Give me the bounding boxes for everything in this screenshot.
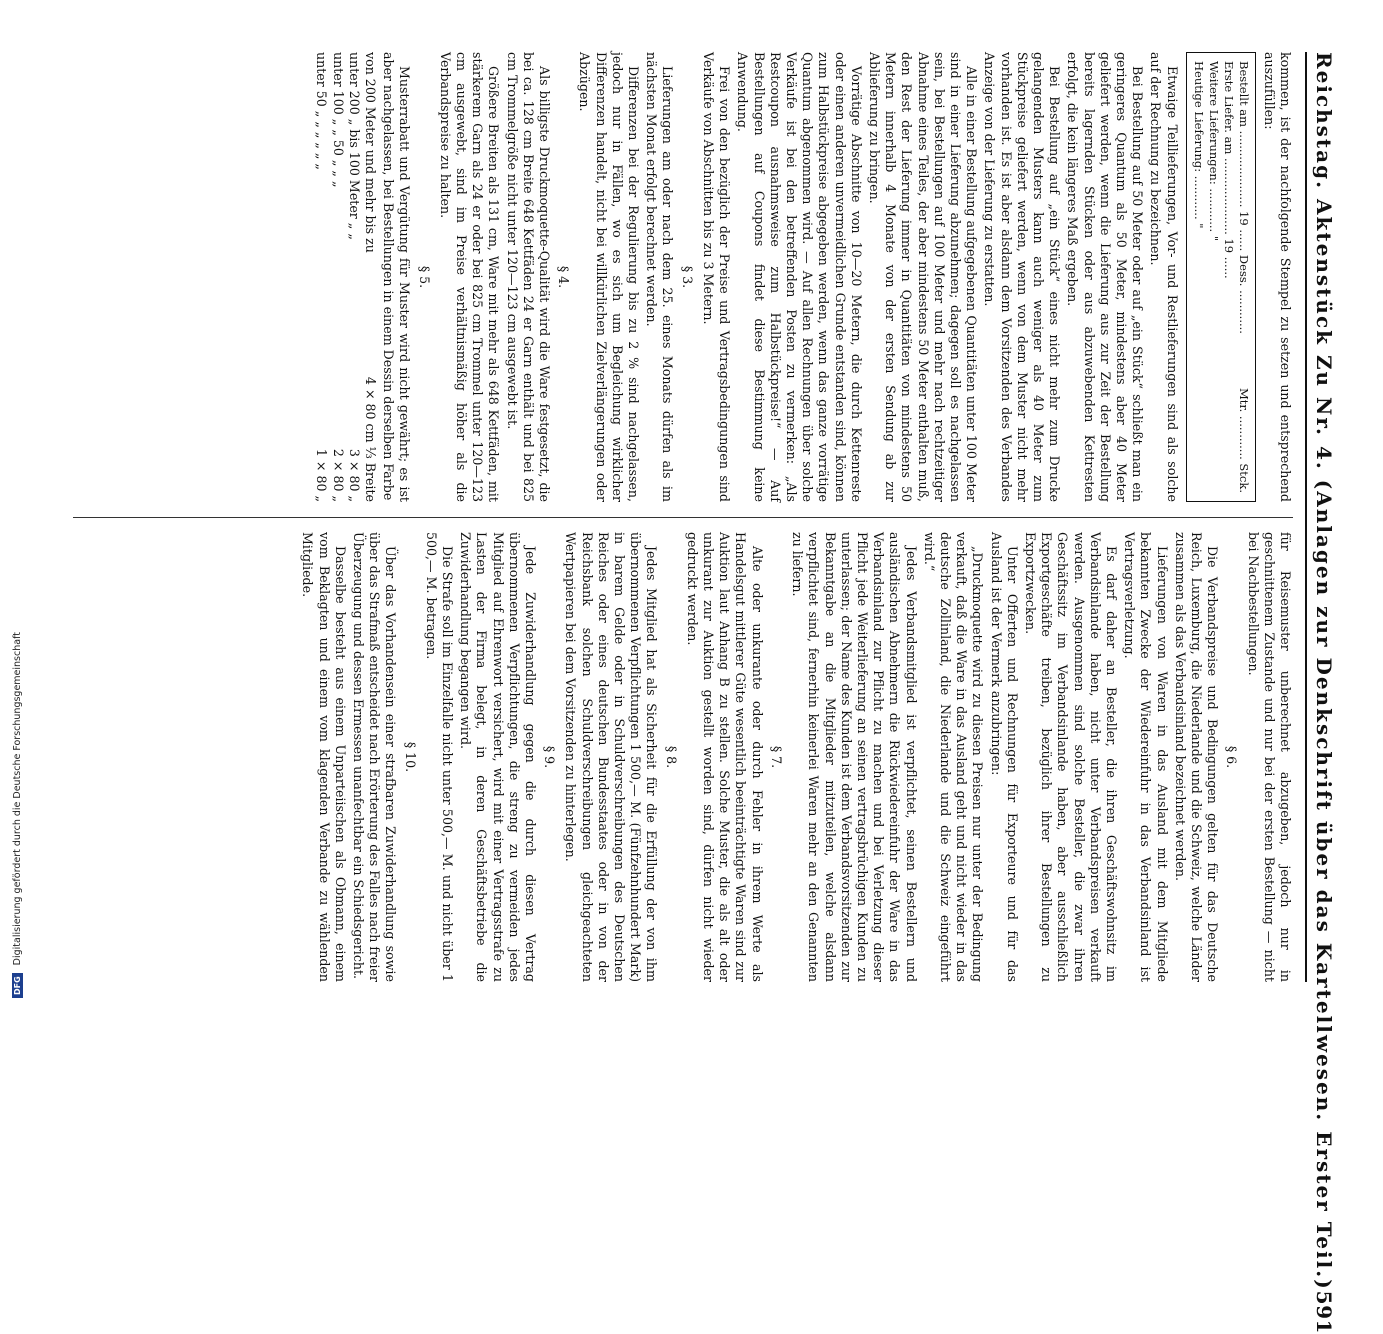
- paragraph: Alle in einer Bestellung aufgegebenen Quantitäten unter 100 Meter sind in einer Lieferung abzunehmen; dagegen soll es nachgelassen sein, bei Bestellungen auf 100 Meter und mehr nach rechtzeitiger Abnahme eines Teiles, der aber mindestens 50 Meter enthalten muß, den Rest der Lieferung immer in Quantitäten von mindestens 50 Metern innerhalb 4 Monate von der ersten Sendung ab zur Ablieferung zu bringen.: [866, 52, 980, 502]
- list-item-range: unter 100 „ „ 50 „ „ „: [330, 52, 346, 188]
- footer-text: Digitalisierung gefördert durch die Deutsche Forschungsgemeinschaft: [11, 632, 23, 966]
- stamp-box: [1186, 52, 1256, 502]
- list-item-range: von 200 Meter und mehr bis zu: [363, 52, 379, 253]
- section-heading: § 4.: [556, 265, 572, 289]
- list-item: [362, 52, 378, 502]
- list-item-range: unter 50 „ „ „ „ „ „: [314, 52, 330, 170]
- stamp-field: Bestellt am ..................... 19 ...... Dess. ............: [1236, 61, 1251, 334]
- paragraph: Differenzen bei der Regulierung bis zu 2 % sind nachgelassen, jedoch nur in Fällen, wo es sich um Begleichung wirklicher Differenzen handelt, nicht bei willkürlichen Zielverlängerungen oder Abzügen.: [577, 52, 642, 502]
- section-heading: § 5.: [416, 265, 432, 289]
- paragraph: Lieferungen von Waren in das Ausland mit dem Mitgliede bekannten Zwecke der Wiedereinfuhr in das Verbandsinland ist Vertragsverletzung.: [1122, 532, 1170, 982]
- list-item-size: 2 × 80 „: [330, 448, 346, 502]
- paragraph: Bei Bestellung auf 50 Meter oder auf „ein Stück“ schließt man ein geringeres Quantum als 50 Meter, mindestens aber 40 Meter geliefert werden, wenn die Lieferung aus zur Zeit der Bestellung bereits lagernden Stücken oder aus abzuwebenden Kettresten erfolgt, die kein längeres Maß ergeben.: [1065, 52, 1146, 502]
- list-item: [346, 52, 362, 502]
- section-heading: § 8.: [663, 745, 679, 769]
- header-title: Reichstag. Aktenstück Zu Nr. 4. (Anlagen zur Denkschrift über das Kartellwesen. Erster Teil.): [1312, 52, 1336, 1291]
- sample-list: [313, 52, 378, 502]
- paragraph: Frei von den bezüglich der Preise und Vertragsbedingungen sind Verkäufe von Abschnitten bis zu 3 Metern.: [700, 52, 733, 502]
- paragraph: Größere Breiten als 131 cm, Ware mit mehr als 648 Kettfäden, mit stärkerem Garn als 24 er oder bei 825 cm Trommel unter 120—123 cm ausgewebt, sind im Preise verhältnismäßig höher als die Verbandspreise zu halten.: [437, 52, 502, 502]
- paragraph: Jede Zuwiderhandlung gegen die durch diesen Vertrag übernommenen Verpflichtungen, die streng zu vermeiden jedes Mitglied auf Ehrenwort versichert, wird mit einer Vertragsstrafe zu Lasten der Firma belegt, in deren Geschäftsbetriebe die Zuwiderhandlung begangen wird.: [458, 532, 539, 982]
- paragraph: für Reisemuster unberechnet abzugeben, jedoch nur in geschnittenem Zustande und nur bei der ersten Bestellung — nicht bei Nachbestellungen.: [1245, 532, 1293, 982]
- dfg-logo: DFG: [12, 973, 23, 998]
- section-heading: § 9.: [542, 745, 558, 769]
- paragraph: kommen, ist der nachfolgende Stempel zu setzen und entsprechend auszufüllen:: [1261, 52, 1293, 502]
- digitization-footer: [8, 8, 26, 998]
- paragraph: Dasselbe besteht aus einem Unparteiischen als Obmann, einem vom Beklagten und einem vom klagenden Verbande zu wählenden Mitgliede.: [300, 532, 348, 982]
- paragraph: Jedes Verbandsmitglied ist verpflichtet, seinen Bestellern und ausländischen Abnehmern die Rückwiedereinfuhr der Ware in das Verbandsinland zur Pflicht zu machen und bei Verletzung dieser Pflicht jede Weiterlieferung an seinen vertragsbrüchigen Kunden zu unterlassen; der Name des Kunden ist dem Verbandsvorsitzenden zur Bekanntgabe an die Mitglieder mitzuteilen, welche alsdann verpflichtet sind, fernerhin keinerlei Waren mehr an den Genannten zu liefern.: [790, 532, 919, 982]
- paragraph: Bei Bestellung auf „ein Stück“ eines nicht mehr zum Drucke gelangenden Musters kann auch weniger als 40 Meter zum Stückpreise geliefert werden, wenn von dem Muster nicht mehr vorhanden ist. Es ist aber alsdann dem Vorsitzenden des Verbandes Anzeige von der Lieferung zu erstatten.: [982, 52, 1063, 502]
- stamp-field: Heutige Lieferung: ............ ": [1191, 61, 1206, 229]
- column-divider: [73, 517, 1293, 518]
- page-header: [1305, 52, 1341, 1334]
- section-heading: § 6.: [1224, 745, 1240, 769]
- page-number: 591: [1312, 1290, 1336, 1334]
- paragraph: Unter Offerten und Rechnungen für Exporteure und für das Ausland ist der Vermerk anzubringen:: [988, 532, 1020, 982]
- paragraph: Als billigste Druckmoquette-Qualität wird die Ware festgesetzt, die bei ca. 128 cm Breite 648 Kettfäden 24 er Garn enthält und bei 825 cm Trommelgröße nicht unter 120—123 cm ausgewebt ist.: [504, 52, 553, 502]
- stamp-row: [1236, 61, 1251, 493]
- paragraph: Musterrabatt und Vergütung für Muster wird nicht gewährt; es ist aber nachgelassen, bei Bestellungen in einem Dessin derselben Farbe: [381, 52, 413, 502]
- paragraph: Über das Vorhandensein einer strafbaren Zuwiderhandlung sowie über das Strafmaß entscheidet nach Erörterung des Falles nach freier Überzeugung und dessen Ermessen unanfechtbar ein Schiedsgericht.: [351, 532, 399, 982]
- section-heading: § 3.: [679, 265, 695, 289]
- section-heading: § 7.: [768, 745, 784, 769]
- stamp-row: [1221, 61, 1236, 493]
- paragraph: Vorrätige Abschnitte von 10—20 Metern, die durch Kettenreste oder einen anderen unvermeidlichen Grunde entstanden sind, können zum Halbstückpreise abgegeben werden, wenn das ganze vorrätige Quantum abgenommen wird. — Auf allen Rechnungen über solche Verkäufe ist bei den betreffenden Posten zu vermerken: „Als Restcoupon ausnahmsweise zum Halbstückpreise!“ — Auf Bestellungen auf Coupons findet diese Bestimmung keine Anwendung.: [735, 52, 864, 502]
- stamp-field: Erste Liefer. am ..................... 19 ......: [1221, 61, 1236, 279]
- list-item: [313, 52, 329, 502]
- list-item-range: unter 200 „ bis 100 Meter „ „: [346, 52, 362, 240]
- paragraph: Alte oder unkurante oder durch Fehler in ihrem Werte als Handelsgut mittlerer Güte wesentlich beeinträchtigte Waren sind zur Auktion laut Anhang B zu stellen. Solche Muster, die als alt oder unkurant zur Auktion gestellt worden sind, dürfen nicht wieder gedruckt werden.: [684, 532, 765, 982]
- right-column: [63, 532, 1293, 982]
- stamp-row: [1191, 61, 1206, 493]
- paragraph: Die Verbandspreise und Bedingungen gelten für das Deutsche Reich, Luxemburg, die Niederlande und die Schweiz, welche Länder zusammen als das Verbandsinland bezeichnet werden.: [1172, 532, 1221, 982]
- stamp-row: [1206, 61, 1221, 493]
- paragraph: „Druckmoquette wird zu diesen Preisen nur unter der Bedingung verkauft, daß die Ware in das Ausland geht und nicht wieder in das deutsche Zollinland, die Niederlande und die Schweiz eingeführt wird.“: [921, 532, 986, 982]
- left-column: [63, 52, 1293, 502]
- list-item-size: 3 × 80 „: [346, 448, 362, 502]
- stamp-field: Weitere Lieferungen: ............ ": [1206, 61, 1221, 242]
- section-heading: § 10.: [402, 741, 418, 773]
- list-item: [329, 52, 345, 502]
- list-item-size: 4 × 80 cm ⅓ Breite: [363, 376, 379, 502]
- stamp-field: Mtr. ............ Stck.: [1236, 387, 1251, 493]
- paragraph: Es darf daher an Besteller, die ihren Geschäftswohnsitz im Verbandsinlande haben, nicht unter Verbandspreisen verkauft werden. Ausgenommen sind solche Besteller, die zwar ihren Geschäftssitz im Verbandsinlande haben, aber ausschließlich Exportgeschäfte treiben, bezüglich ihrer Bestellungen zu Exportzwecken.: [1022, 532, 1119, 982]
- rotated-document-page: [41, 52, 1341, 1334]
- paragraph: Jedes Mitglied hat als Sicherheit für die Erfüllung der von ihm übernommenen Verpflichtungen 1 500,— M. (Fünfzehnhundert Mark) in barem Gelde oder in Schuldverschreibungen des Deutschen Reiches oder eines deutschen Bundesstaates oder in von der Reichsbank solchen Schuldverschreibungen gleichgeachteten Wertpapieren bei dem Vorsitzenden zu hinterlegen.: [563, 532, 660, 982]
- paragraph: Etwaige Teillieferungen, Vor- und Restlieferungen sind als solche auf der Rechnung zu bezeichnen.: [1148, 52, 1180, 502]
- list-item-size: 1 × 80 „: [314, 448, 330, 502]
- paragraph: Die Strafe soll im Einzelfalle nicht unter 500,— M. und nicht über 1 500,— M. betragen.: [423, 532, 456, 982]
- paragraph: Lieferungen am oder nach dem 25. eines Monats dürfen als im nächsten Monat erfolgt berechnet werden.: [644, 52, 676, 502]
